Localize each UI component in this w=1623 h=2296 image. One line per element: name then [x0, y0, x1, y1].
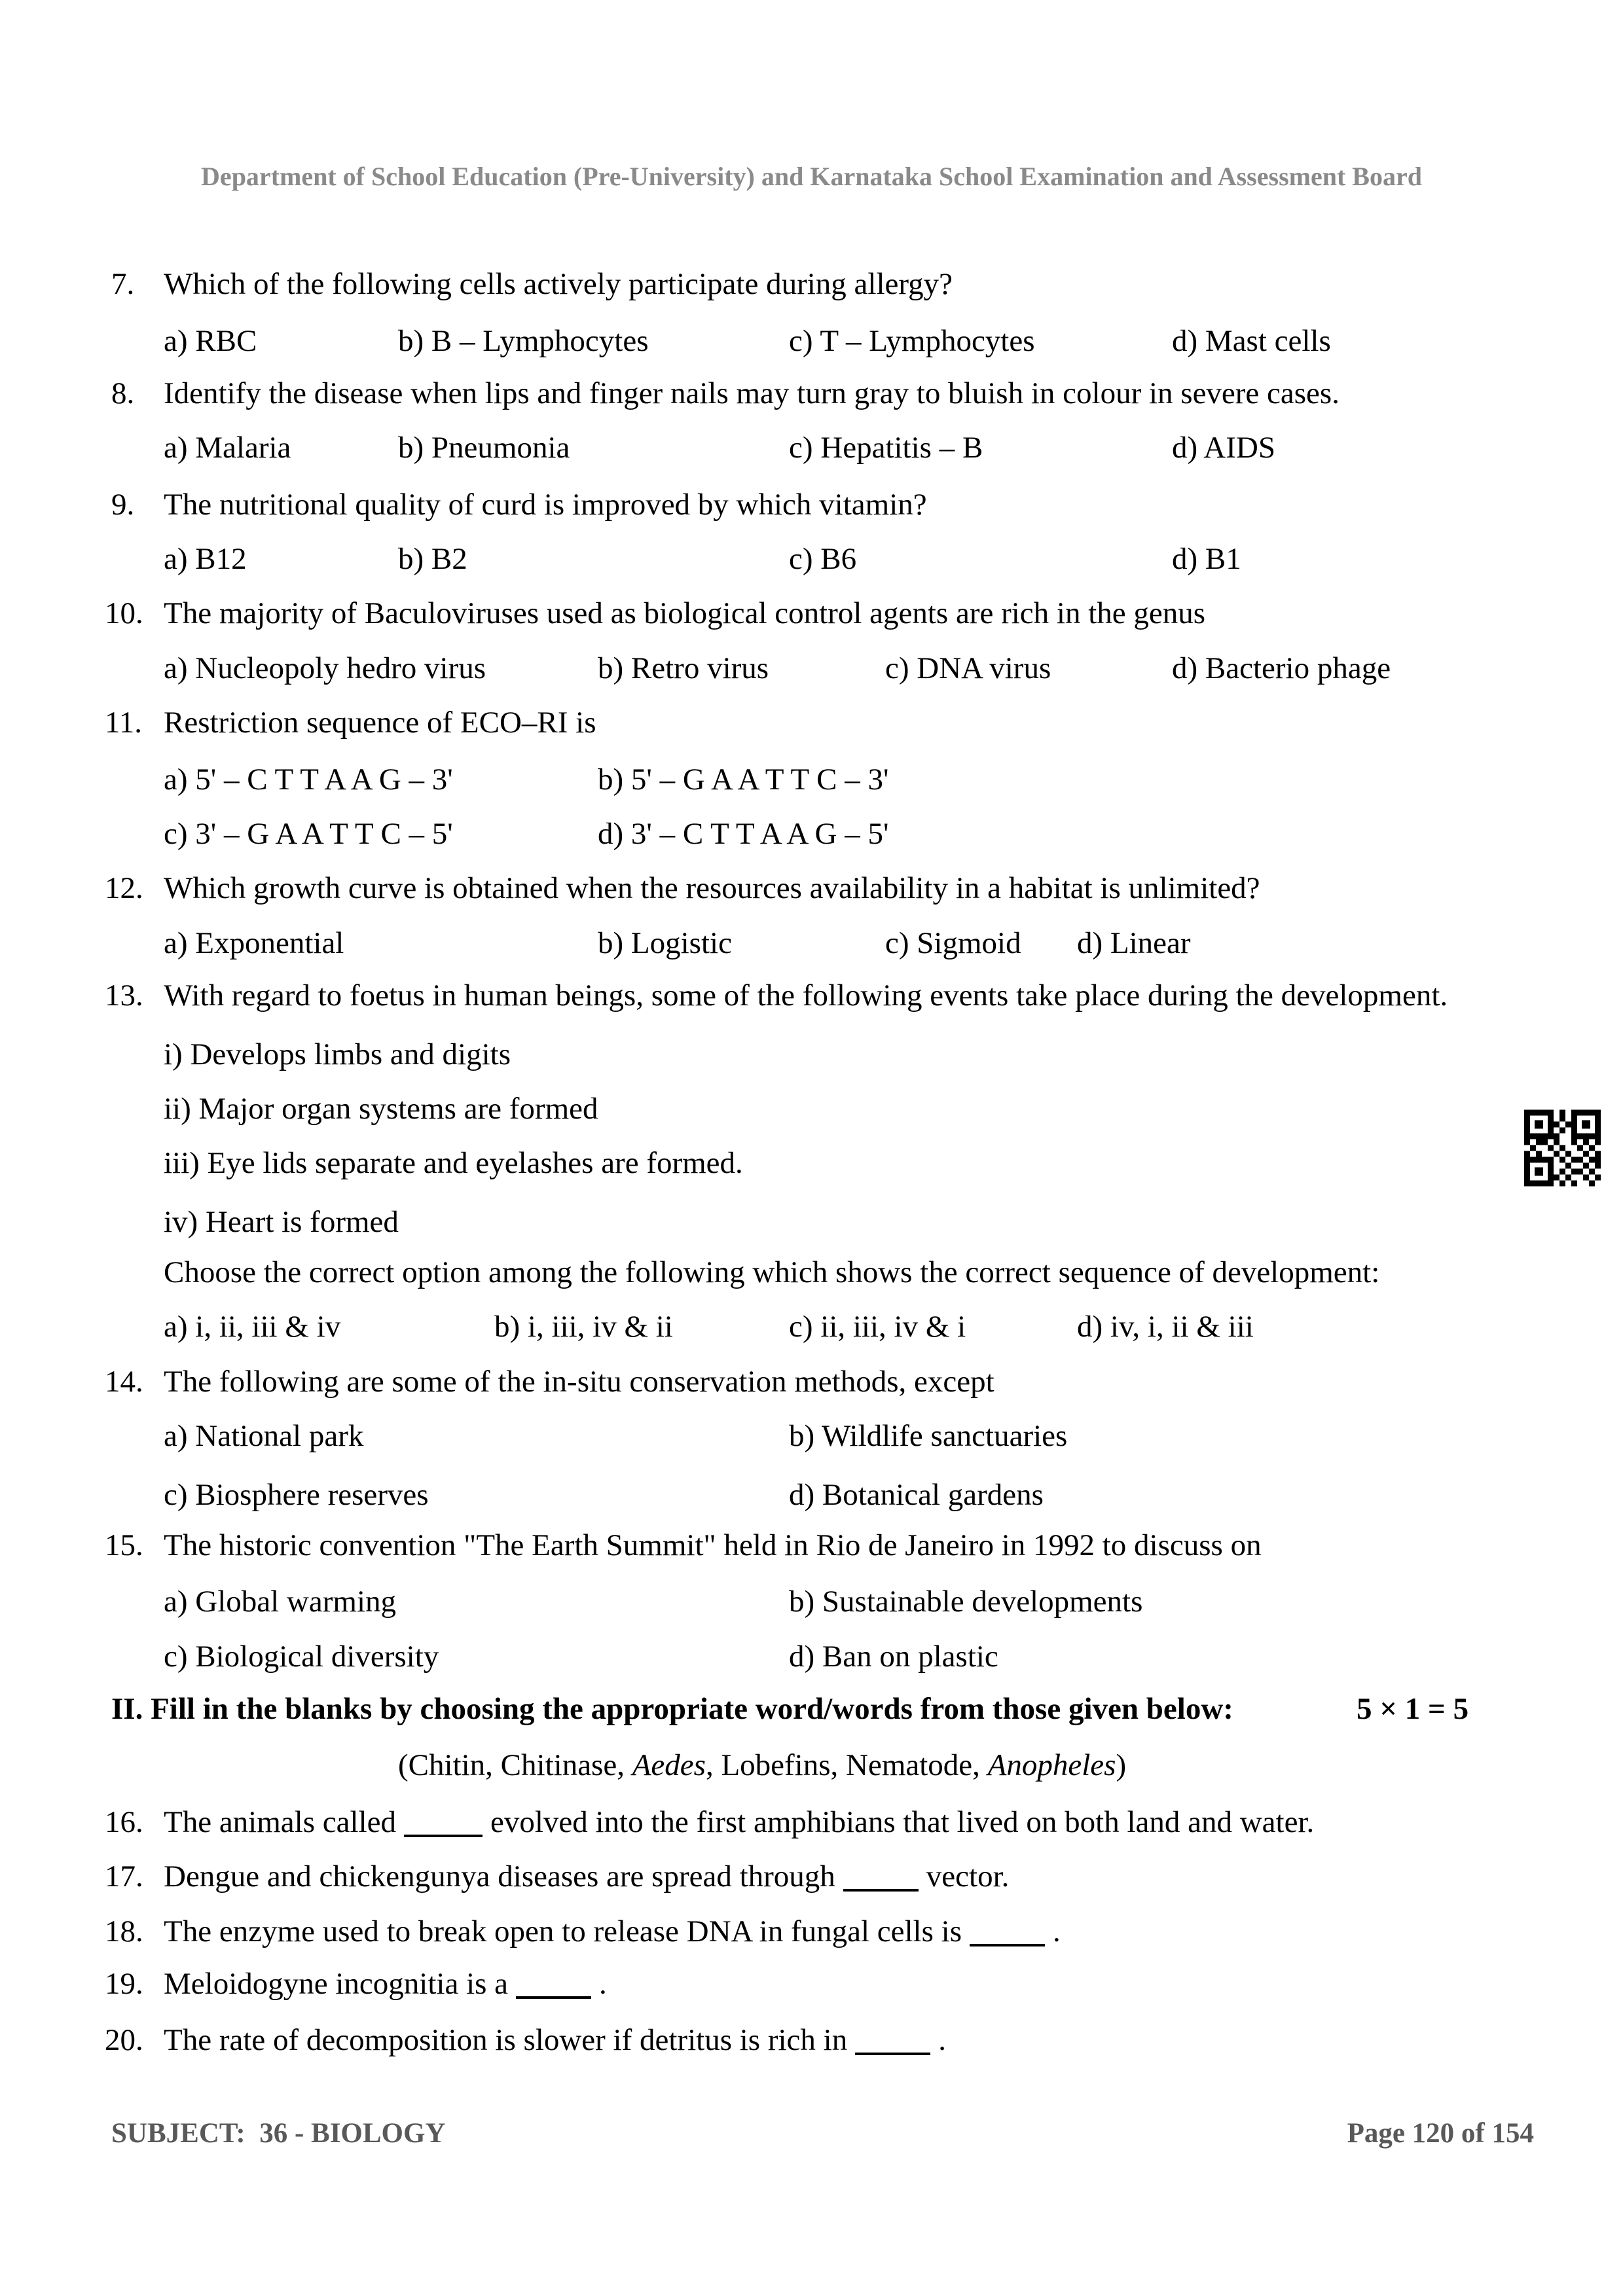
fill-question-row [0, 2013, 1623, 2068]
question-number: 9. [111, 488, 135, 522]
option: a) Global warming [164, 1585, 397, 1619]
question-number: 16. [105, 1805, 143, 1839]
fill-post: . [938, 2023, 946, 2057]
option: a) 5' – C T T A A G – 3' [164, 762, 453, 797]
word-bank-part: ) [1116, 1748, 1127, 1782]
fill-post: . [1053, 1914, 1061, 1948]
option: d) Ban on plastic [789, 1640, 998, 1674]
options-row [0, 1629, 1623, 1684]
option: b) Sustainable developments [789, 1585, 1143, 1619]
question-number: 11. [105, 706, 143, 740]
blank-line [970, 1936, 1045, 1946]
sub-item: i) Develops limbs and digits [164, 1037, 511, 1071]
option: c) Hepatitis – B [789, 431, 983, 465]
question-number: 13. [105, 978, 143, 1013]
option: c) B6 [789, 542, 857, 576]
section-marks: 5 × 1 = 5 [1357, 1692, 1469, 1726]
option: b) B2 [398, 542, 467, 576]
footer-subject: SUBJECT: 36 - BIOLOGY [111, 2118, 446, 2149]
question-text: Which growth curve is obtained when the resources availability in a habitat is unlimited? [164, 871, 1260, 905]
fill-pre: The animals called [164, 1805, 396, 1839]
question-number: 8. [111, 376, 135, 410]
options-row [0, 1467, 1623, 1522]
option: c) Biological diversity [164, 1640, 439, 1674]
fill-question [164, 1904, 1061, 1959]
fill-post: evolved into the first amphibians that lived on both land and water. [490, 1805, 1315, 1839]
option: b) Logistic [598, 926, 732, 960]
option: a) Nucleopoly hedro virus [164, 651, 486, 685]
option: d) AIDS [1172, 431, 1275, 465]
choose-line-row [0, 1245, 1623, 1300]
blank-line [843, 1881, 919, 1892]
fill-question [164, 2013, 946, 2068]
option: c) T – Lymphocytes [789, 324, 1035, 358]
page-header-title: Department of School Education (Pre-University) and Karnataka School Examination and Assessment Board [201, 162, 1422, 191]
option: c) 3' – G A A T T C – 5' [164, 817, 453, 851]
sub-item: iv) Heart is formed [164, 1205, 399, 1239]
options-row [0, 806, 1623, 861]
word-bank-row [0, 1738, 1623, 1793]
question-row [0, 861, 1623, 916]
option: a) B12 [164, 542, 247, 576]
option: a) RBC [164, 324, 257, 358]
option: a) Exponential [164, 926, 344, 960]
option: a) National park [164, 1419, 364, 1453]
sub-item: ii) Major organ systems are formed [164, 1092, 598, 1126]
question-number: 14. [105, 1365, 143, 1399]
fill-question [164, 1956, 607, 2011]
blank-line [855, 2045, 930, 2055]
word-bank-part: (Chitin, Chitinase, [398, 1748, 632, 1782]
question-number: 7. [111, 267, 135, 301]
sub-item-row [0, 1027, 1623, 1082]
options-row [0, 641, 1623, 696]
question-text: The following are some of the in-situ conservation methods, except [164, 1365, 994, 1399]
blank-line [404, 1827, 483, 1837]
fill-question-row [0, 1849, 1623, 1904]
options-row [0, 314, 1623, 368]
fill-question [164, 1849, 1009, 1904]
question-text: With regard to foetus in human beings, some of the following events take place during the development. [164, 978, 1448, 1013]
question-number: 19. [105, 1967, 143, 2001]
options-row [0, 752, 1623, 807]
question-text: The historic convention "The Earth Summit" held in Rio de Janeiro in 1992 to discuss on [164, 1528, 1262, 1562]
question-row [0, 586, 1623, 641]
word-bank-part-italic: Anopheles [987, 1748, 1116, 1782]
options-row [0, 1574, 1623, 1629]
question-text: Restriction sequence of ECO–RI is [164, 706, 596, 740]
question-text: Which of the following cells actively participate during allergy? [164, 267, 953, 301]
fill-question-row [0, 1956, 1623, 2011]
option: d) Botanical gardens [789, 1478, 1044, 1512]
option: d) B1 [1172, 542, 1241, 576]
sub-item: iii) Eye lids separate and eyelashes are formed. [164, 1146, 743, 1180]
option: b) Retro virus [598, 651, 769, 685]
option: d) iv, i, ii & iii [1077, 1310, 1254, 1344]
option: a) i, ii, iii & iv [164, 1310, 341, 1344]
options-row [0, 916, 1623, 971]
question-number: 15. [105, 1528, 143, 1562]
question-row [0, 968, 1623, 1023]
option: b) i, iii, iv & ii [494, 1310, 673, 1344]
option: b) Wildlife sanctuaries [789, 1419, 1068, 1453]
option: c) Biosphere reserves [164, 1478, 429, 1512]
question-number: 18. [105, 1914, 143, 1948]
question-number: 10. [105, 596, 143, 630]
fill-question-row [0, 1795, 1623, 1850]
page-footer [0, 2106, 1623, 2161]
option: d) Bacterio phage [1172, 651, 1391, 685]
word-bank [398, 1738, 1126, 1793]
question-row [0, 257, 1623, 312]
fill-pre: Dengue and chickengunya diseases are spread through [164, 1859, 835, 1893]
fill-pre: The enzyme used to break open to release DNA in fungal cells is [164, 1914, 962, 1948]
option: c) Sigmoid [885, 926, 1021, 960]
fill-post: . [599, 1967, 607, 2001]
option: d) Linear [1077, 926, 1191, 960]
question-row [0, 1354, 1623, 1409]
options-row [0, 531, 1623, 586]
fill-question-row [0, 1904, 1623, 1959]
sub-item-row [0, 1136, 1623, 1191]
word-bank-part-italic: Aedes [632, 1748, 706, 1782]
option: c) DNA virus [885, 651, 1051, 685]
fill-pre: The rate of decomposition is slower if detritus is rich in [164, 2023, 848, 2057]
options-row [0, 420, 1623, 475]
section-heading: II. Fill in the blanks by choosing the appropriate word/words from those given below: [111, 1692, 1233, 1726]
question-text: Identify the disease when lips and finger nails may turn gray to bluish in colour in severe cases. [164, 376, 1340, 410]
question-row [0, 695, 1623, 750]
question-text: The majority of Baculoviruses used as biological control agents are rich in the genus [164, 596, 1206, 630]
fill-pre: Meloidogyne incognitia is a [164, 1967, 509, 2001]
option: a) Malaria [164, 431, 291, 465]
option: c) ii, iii, iv & i [789, 1310, 966, 1344]
sub-item-row [0, 1194, 1623, 1249]
question-text: The nutritional quality of curd is improved by which vitamin? [164, 488, 927, 522]
question-row [0, 1518, 1623, 1573]
fill-question [164, 1795, 1314, 1850]
question-number: 20. [105, 2023, 143, 2057]
question-number: 12. [105, 871, 143, 905]
option: b) Pneumonia [398, 431, 570, 465]
footer-page-number: Page 120 of 154 [1347, 2118, 1534, 2149]
choose-line: Choose the correct option among the following which shows the correct sequence of development: [164, 1255, 1380, 1289]
qr-code [1524, 1109, 1601, 1187]
question-number: 17. [105, 1859, 143, 1893]
options-row [0, 1299, 1623, 1354]
word-bank-part: , Lobefins, Nematode, [705, 1748, 988, 1782]
question-row [0, 366, 1623, 421]
option: d) 3' – C T T A A G – 5' [598, 817, 889, 851]
section-heading-row [0, 1681, 1623, 1736]
option: b) 5' – G A A T T C – 3' [598, 762, 889, 797]
options-row [0, 1408, 1623, 1463]
question-row [0, 477, 1623, 532]
sub-item-row [0, 1081, 1623, 1136]
option: d) Mast cells [1172, 324, 1331, 358]
fill-post: vector. [926, 1859, 1010, 1893]
blank-line [516, 1988, 591, 1999]
option: b) B – Lymphocytes [398, 324, 649, 358]
